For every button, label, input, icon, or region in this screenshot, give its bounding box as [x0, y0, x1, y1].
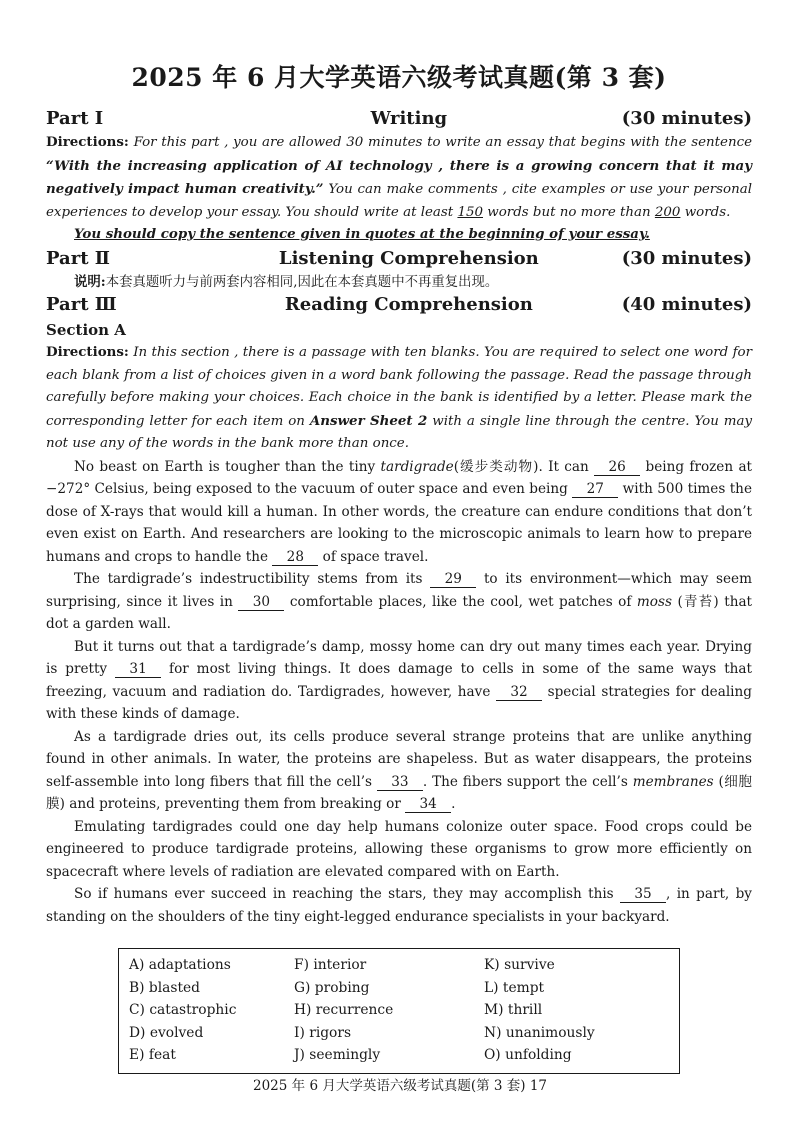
word-bank-item: J) seemingly [294, 1047, 381, 1063]
part1-header [46, 108, 752, 129]
passage-paragraph: So if humans ever succeed in reaching the stars, they may accomplish this 35 , in part, by standing on the shoulders of the tiny eight-legged endurance specialists in your backyard. [46, 886, 752, 925]
part1-time: (30 minutes) [621, 108, 752, 129]
passage-paragraph: The tardigrade’s indestructibility stems from its 29 to its environment—which may seem surprising, since it lives in 30 comfortable places, like the cool, wet patches of moss (青苔) that dot a garden wall. [46, 571, 753, 632]
blank-35: 35 [620, 887, 666, 903]
passage-paragraph: But it turns out that a tardigrade’s damp, mossy home can dry out many times each year. Drying is pretty 31 for most living things. It does damage to cells in some of the same ways that freezing, vacuum and radiation do. Tardigrades, however, have 32 special strategies for dealing with these kinds of damage. [46, 638, 753, 722]
word-bank-item: M) thrill [484, 1002, 543, 1018]
min-words: 150 [457, 204, 483, 220]
answer-sheet-ref: Answer Sheet 2 [309, 412, 428, 429]
blank-31: 31 [115, 662, 161, 678]
max-words: 200 [654, 204, 681, 220]
word-bank-item: H) recurrence [294, 1002, 394, 1018]
part3-directions: Directions: In this section , there is a passage with ten blanks. You are required to select one word for each blank from a list of choices given in a word bank following the passage. Read the passage through carefully before making your choices. Each choice in the bank is identified by a letter. Please mark the corresponding letter for each item on Answer Sheet 2 with a single line through the centre. You may not use any of the words in the bank more than once. [46, 344, 753, 451]
blank-33: 33 [377, 775, 423, 791]
word-bank-item: G) probing [294, 979, 370, 996]
word-bank-item: F) interior [294, 957, 367, 973]
part3-name: Reading Comprehension [284, 294, 533, 315]
directions-label: Directions: [46, 134, 129, 150]
word-bank-item: A) adaptations [129, 957, 231, 973]
part2-header [46, 248, 752, 269]
word-bank [118, 948, 680, 1074]
blank-28: 28 [272, 550, 318, 566]
word-bank-item: C) catastrophic [129, 1002, 237, 1018]
word-bank-item: N) unanimously [484, 1024, 595, 1041]
blank-29: 29 [430, 572, 476, 588]
essay-prompt-quote: “With the increasing application of AI technology , there is a growing concern that it may negatively impact human creativity.” [46, 157, 752, 197]
part1-label: Part Ⅰ [46, 108, 104, 129]
part3-label: Part Ⅲ [46, 294, 117, 315]
passage-paragraph: Emulating tardigrades could one day help humans colonize outer space. Food crops could be engineered to produce tardigrade proteins, allowing these organisms to grow more efficiently on spacecraft where levels of radiation are elevated compared with on Earth. [46, 818, 752, 880]
part3-header [46, 294, 752, 315]
blank-26: 26 [594, 460, 640, 476]
blank-30: 30 [238, 595, 284, 611]
part2-time: (30 minutes) [621, 248, 752, 269]
blank-34: 34 [405, 797, 451, 813]
copy-sentence-note: You should copy the sentence given in quotes at the beginning of your essay. [74, 226, 650, 242]
passage-paragraph: No beast on Earth is tougher than the tiny tardigrade(缓步类动物). It can 26 being frozen at −272° Celsius, being exposed to the vacuum of outer space and even being 27 with 500 times the dose of X-rays that would kill a human. In other words, the creature can endure conditions that don’t even exist on Earth. And researchers are looking to the microscopic animals to learn how to prepare humans and crops to handle the 28 of space travel. [46, 458, 753, 565]
part1-name: Writing [370, 108, 448, 129]
part2-label: Part Ⅱ [46, 248, 110, 269]
blank-27: 27 [572, 482, 618, 498]
word-bank-item: K) survive [484, 957, 555, 973]
word-bank-item: O) unfolding [484, 1047, 572, 1063]
blank-32: 32 [496, 685, 542, 701]
part3-time: (40 minutes) [621, 294, 752, 315]
word-bank-item: D) evolved [129, 1024, 204, 1041]
word-bank-item: L) tempt [484, 979, 545, 996]
word-bank-item: E) feat [129, 1047, 176, 1063]
word-bank-item: B) blasted [129, 979, 200, 996]
passage-paragraph: As a tardigrade dries out, its cells produce several strange proteins that are unlike anything found in other animals. In water, the proteins are shapeless. But as water disappears, the proteins self-assemble into long fibers that fill the cell’s 33 . The fibers support the cell’s membranes (细胞膜) and proteins, preventing them from breaking or 34 . [46, 728, 753, 812]
page-footer: 2025 年 6 月大学英语六级考试真题(第 3 套) 17 [253, 1078, 547, 1094]
section-a-heading: Section A [46, 321, 126, 339]
page-title: 2025 年 6 月大学英语六级考试真题(第 3 套) [131, 63, 667, 92]
word-bank-item: I) rigors [294, 1024, 352, 1041]
part1-directions: Directions: For this part , you are allowed 30 minutes to write an essay that begins with the sentence “With the increasing application of AI technology , there is a growing concern that it may negatively impact human creativity.” You can make comments , cite examples or use your personal experiences to develop your essay. You should write at least 150 words but no more than 200 words. [46, 134, 753, 220]
part2-name: Listening Comprehension [278, 248, 539, 269]
listening-note: 说明:本套真题听力与前两套内容相同,因此在本套真题中不再重复出现。 [74, 274, 499, 290]
